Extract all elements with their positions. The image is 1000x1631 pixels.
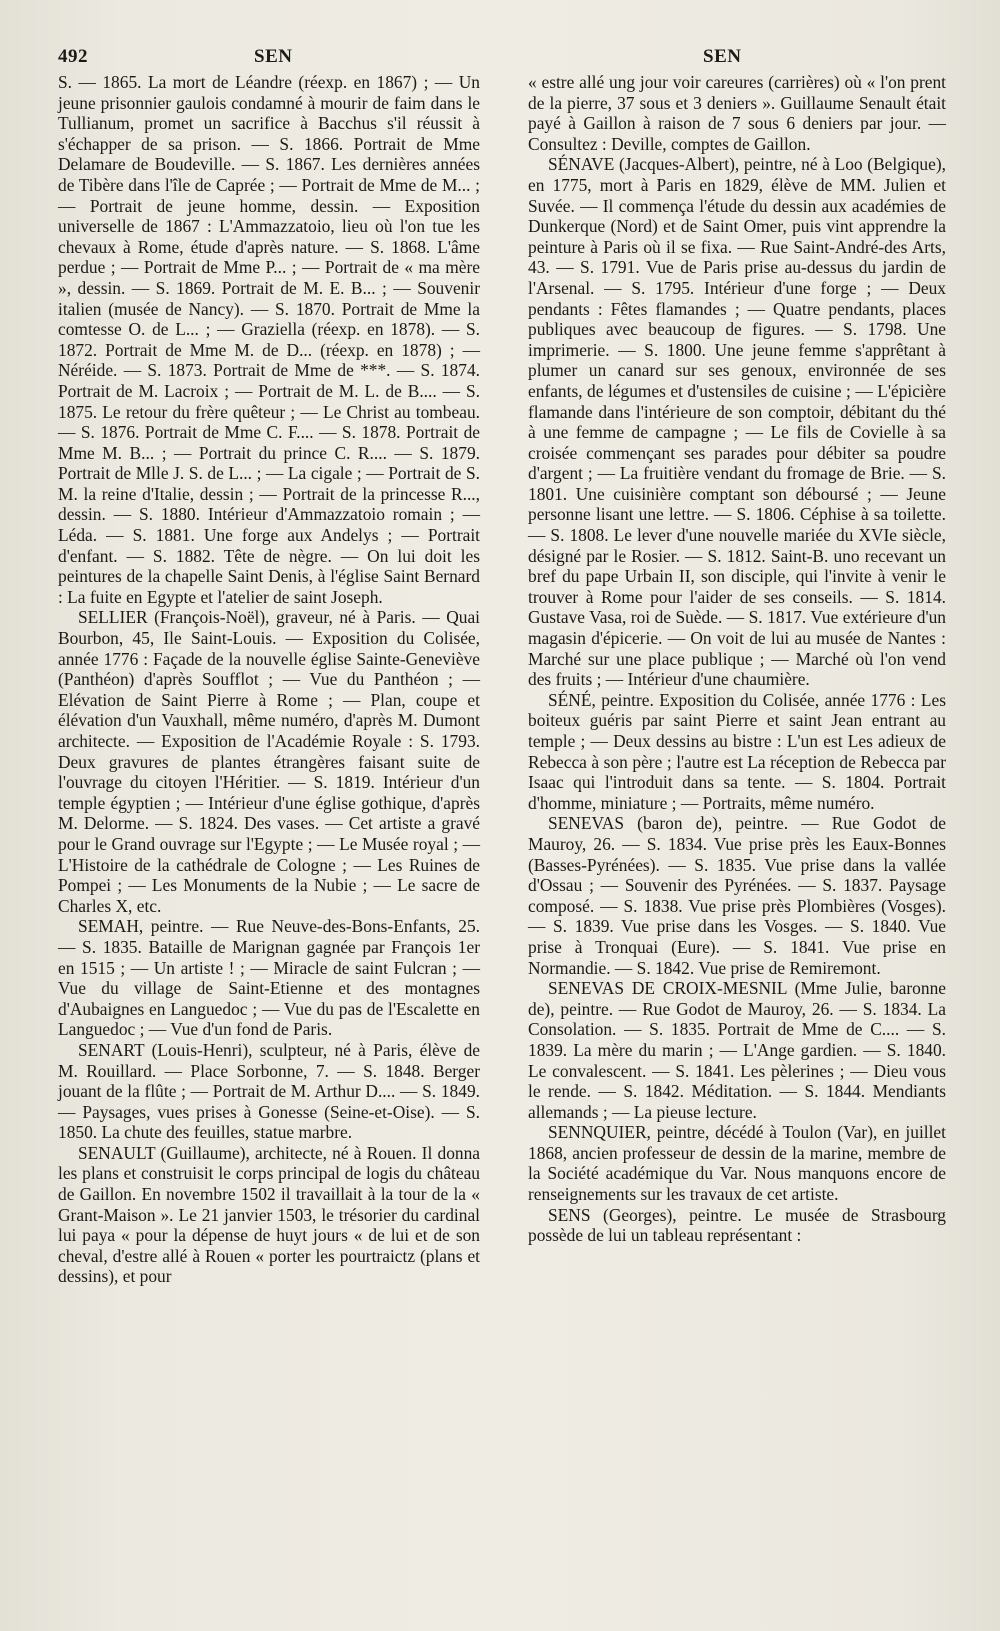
entry-sellier: SELLIER (François-Noël), graveur, né à Paris. — Quai Bourbon, 45, Ile Saint-Louis. — Exposition du Colisée, année 1776 : Façade de la nouvelle église Sainte-Geneviève (Panthéon) d'après Soufflot ; — Vue du Panthéon ; — Elévation de Saint Pierre à Rome ; — Plan, coupe et élévation d'un Vauxhall, même numéro, d'après M. Dumont architecte. — Exposition de l'Académie Royale : S. 1793. Deux gravures de plantes étrangères faisant suite de l'ouvrage du citoyen l'Héritier. — S. 1819. Intérieur d'un temple égyptien ; — Intérieur d'une église gothique, d'après M. Delorme. — S. 1824. Des vases. — Cet artiste a gravé pour le Grand ouvrage sur l'Egypte ; — Le Musée royal ; — L'Histoire de la cathédrale de Cologne ; — Les Ruines de Pompei ; — Les Monuments de la Nubie ; — Le sacre de Charles X, etc. (58, 607, 480, 916)
left-column (58, 72, 480, 1287)
entry-senevas: SENEVAS (baron de), peintre. — Rue Godot de Mauroy, 26. — S. 1834. Vue prise près les Eaux-Bonnes (Basses-Pyrénées). — S. 1835. Vue prise dans la vallée d'Ossau ; — Souvenir des Pyrénées. — S. 1837. Paysage composé. — S. 1838. Vue prise près Plombières (Vosges). — S. 1839. Vue prise dans les Vosges. — S. 1840. Vue prise à Tronquai (Eure). — S. 1841. Vue prise en Normandie. — S. 1842. Vue prise de Remiremont. (528, 813, 946, 978)
entry-senart: SENART (Louis-Henri), sculpteur, né à Paris, élève de M. Rouillard. — Place Sorbonne, 7. — S. 1848. Berger jouant de la flûte ; — Portrait de M. Arthur D.... — S. 1849. — Paysages, vues prises à Gonesse (Seine-et-Oise). — S. 1850. La chute des feuilles, statue marbre. (58, 1039, 480, 1143)
entry-senevas-de-croix-mesnil: SENEVAS DE CROIX-MESNIL (Mme Julie, baronne de), peintre. — Rue Godot de Mauroy, 26. — S. 1834. La Consolation. — S. 1835. Portrait de Mme de C.... — S. 1839. La mère du marin ; — L'Ange gardien. — S. 1840. Le convalescent. — S. 1841. Les pèlerines ; — Dieu vous le rende. — S. 1842. Méditation. — S. 1844. Mendiants allemands ; — La pieuse lecture. (528, 978, 946, 1122)
page-number: 492 (58, 46, 88, 67)
entry-sennquier: SENNQUIER, peintre, décédé à Toulon (Var), en juillet 1868, ancien professeur de dessin de la marine, membre de la Société académique du Var. Nous manquons encore de renseignements sur les travaux de cet artiste. (528, 1122, 946, 1205)
paragraph-continuation: S. — 1865. La mort de Léandre (réexp. en 1867) ; — Un jeune prisonnier gaulois condamné à mourir de faim dans le Tullianum, promet un sacrifice à Bacchus s'il réussit à s'échapper de sa prison. — S. 1866. Portrait de Mme Delamare de Boudeville. — S. 1867. Les dernières années de Tibère dans l'île de Caprée ; — Portrait de Mme de M... ; — Portrait de jeune homme, dessin. — Exposition universelle de 1867 : L'Ammazzatoio, lieu où l'on tue les chevaux à Rome, étude d'après nature. — S. 1868. L'âme perdue ; — Portrait de Mme P... ; — Portrait de « ma mère », dessin. — S. 1869. Portrait de M. E. B... ; — Souvenir italien (musée de Nancy). — S. 1870. Portrait de Mme la comtesse O. de L... ; — Graziella (réexp. en 1878). — S. 1872. Portrait de Mme M. de D... (réexp. en 1878) ; — Néréide. — S. 1873. Portrait de Mme de ***. — S. 1874. Portrait de M. Lacroix ; — Portrait de M. L. de B.... — S. 1875. Le retour du frère quêteur ; — Le Christ au tombeau. — S. 1876. Portrait de Mme C. F.... — S. 1878. Portrait de Mme M. B... ; — Portrait du prince C. R.... — S. 1879. Portrait de Mlle J. S. de L... ; — La cigale ; — Portrait de S. M. la reine d'Italie, dessin ; — Portrait de la princesse R..., dessin. — S. 1880. Intérieur d'Ammazzatoio romain ; — Léda. — S. 1881. Une forge aux Andelys ; — Portrait d'enfant. — S. 1882. Tête de nègre. — On lui doit les peintures de la chapelle Saint Denis, à l'église Saint Bernard : La fuite en Egypte et l'atelier de saint Joseph. (58, 72, 480, 607)
paragraph-continuation-senault: « estre allé ung jour voir careures (carrières) où « l'on prent de la pierre, 37 sous et 3 deniers ». Guillaume Senault était payé à Gaillon à raison de 7 sous 6 deniers par jour. — Consultez : Deville, comptes de Gaillon. (528, 72, 946, 154)
entry-senault: SENAULT (Guillaume), architecte, né à Rouen. Il donna les plans et construisit le corps principal de logis du château de Gaillon. En novembre 1502 il travaillait à la tour de la « Grant-Maison ». Le 21 janvier 1503, le trésorier du cardinal lui paya « pour la dépense de huyt jours « de lui et de son cheval, d'estre allé à Rouen « porter les pourtraictz (plans et dessins), et pour (58, 1142, 480, 1287)
entry-senave: SÉNAVE (Jacques-Albert), peintre, né à Loo (Belgique), en 1775, mort à Paris en 1829, élève de MM. Julien et Suvée. — Il commença l'étude du dessin aux académies de Dunkerque (Nord) et de Saint Omer, puis vint apprendre la peinture à Paris où il se fixa. — Rue Saint-André-des Arts, 43. — S. 1791. Vue de Paris prise au-dessus du jardin de l'Arsenal. — S. 1795. Intérieur d'une forge ; — Deux pendants : Fêtes flamandes ; — Quatre pendants, places publiques avec beaucoup de figures. — S. 1798. Une imprimerie. — S. 1800. Une jeune femme s'apprêtant à plumer un canard sur ses genoux, environnée de ses enfants, de légumes et d'ustensiles de cuisine ; — L'épicière flamande dans l'intérieure de son comptoir, débitant du thé à une femme de campagne ; — Le fils de Covielle à sa croisée commençant ses parades pour débiter sa poudre d'argent ; — La fruitière vendant du fromage de Brie. — S. 1801. Une cuisinière comptant son déboursé ; — Jeune personne lisant une lettre. — S. 1806. Céphise à sa toilette. — S. 1808. Le lever d'une nouvelle mariée du XVIe siècle, désigné par le Rosier. — S. 1812. Saint-B. uno recevant un bref du pape Urbain II, son disciple, qui l'invite à venir le trouver à Rome pour l'aider de ses conseils. — S. 1814. Gustave Vasa, roi de Suède. — S. 1817. Vue extérieure d'un magasin d'épicerie. — On voit de lui au musée de Nantes : Marché sur une place publique ; — Marché où l'on vend des fruits ; — Intérieur d'une chaumière. (528, 154, 946, 690)
running-head-left: SEN (254, 46, 293, 67)
right-column (528, 72, 946, 1246)
entry-sens: SENS (Georges), peintre. Le musée de Strasbourg possède de lui un tableau représentant : (528, 1204, 946, 1246)
running-head-right: SEN (703, 46, 742, 67)
entry-sene: SÉNÉ, peintre. Exposition du Colisée, année 1776 : Les boiteux guéris par saint Pierre et saint Jean entrant au temple ; — Deux dessins au bistre : L'un est Les adieux de Rebecca à son père ; l'autre est La réception de Rebecca par Isaac qui l'introduit dans sa tente. — S. 1804. Portrait d'homme, miniature ; — Portraits, même numéro. (528, 689, 946, 813)
entry-semah: SEMAH, peintre. — Rue Neuve-des-Bons-Enfants, 25. — S. 1835. Bataille de Marignan gagnée par François 1er en 1515 ; — Un artiste ! ; — Miracle de saint Fulcran ; — Vue du village de Saint-Etienne et des montagnes d'Aubaignes en Languedoc ; — Vue du pas de l'Escalette en Languedoc ; — Vue d'un fond de Paris. (58, 916, 480, 1040)
